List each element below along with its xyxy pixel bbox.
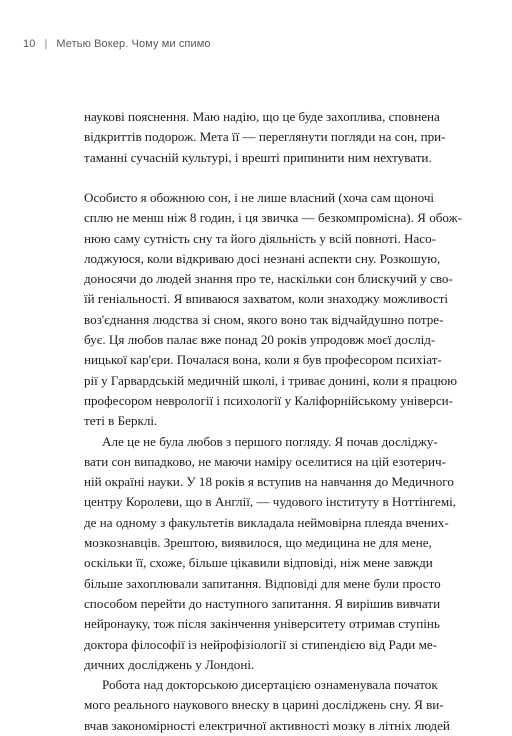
text-line: мозкознавців. Зрештою, виявилося, що медицина не для мене, bbox=[84, 535, 432, 551]
text-line: відкриттів подорож. Мета її — переглянути погляди на сон, при- bbox=[84, 129, 446, 145]
text-line: мого реального наукового внеску в царині досліджень сну. Я ви- bbox=[84, 697, 444, 713]
text-line: теті в Берклі. bbox=[84, 413, 158, 429]
text-line: Робота над докторською дисертацією ознаменувала початок bbox=[102, 677, 438, 693]
text-line: ній окраїні науки. У 18 років я вступив на навчання до Медичного bbox=[84, 474, 454, 490]
text-line: їй геніальності. Я впиваюся захватом, коли знаходжу можливості bbox=[84, 291, 449, 307]
text-line: Але це не була любов з першого погляду. Я почав досліджу- bbox=[102, 433, 438, 449]
text-line: Особисто я обожнюю сон, і не лише власний (хоча сам щоночі bbox=[84, 190, 435, 205]
text-line: нюю саму сутність сну та його діяльність у всій повноті. Насо- bbox=[84, 230, 437, 246]
text-line: таманні сучасній культурі, і врешті припинити ним нехтувати. bbox=[84, 149, 432, 165]
text-line: центру Королеви, що в Англії, — чудового інституту в Ноттінгемі, bbox=[84, 494, 457, 510]
text-line: способом перейти до наступного запитання. Я вирішив вивчати bbox=[84, 595, 441, 611]
text-line: лоджуюся, коли відкриваю досі незнані аспекти сну. Розкошую, bbox=[84, 250, 441, 266]
paragraph-1 bbox=[84, 107, 446, 168]
page-number: 10 bbox=[23, 38, 36, 50]
text-block-top bbox=[84, 107, 446, 168]
text-line: доктора філософії із нейрофізіології зі стипендією від Ради ме- bbox=[84, 636, 438, 652]
text-line: рії у Гарвардській медичній школі, і триває донині, коли я працюю bbox=[84, 372, 458, 388]
text-line: сплю не менш ніж 8 годин, і ця звичка — безкомпромісна). Я обож- bbox=[84, 210, 463, 226]
header-separator: | bbox=[44, 38, 48, 50]
text-line: воз'єднання людства зі сном, якого воно так відчайдушно потре- bbox=[84, 311, 444, 327]
text-line: ницької кар'єри. Почалася вона, коли я був професором психіат- bbox=[84, 352, 442, 368]
text-line: доносячи до людей знання про те, наскільки сон блискучий у сво- bbox=[84, 271, 453, 287]
text-line: нейронауку, тож після закінчення університету отримав ступінь bbox=[84, 616, 440, 632]
running-header bbox=[23, 38, 211, 50]
text-line: оскільки її, схоже, більше цікавили відповіді, ніж мене завжди bbox=[84, 555, 433, 571]
text-line: вати сон випадково, не маючи наміру оселитися на цій езотерич- bbox=[84, 453, 446, 469]
text-line: бує. Ця любов палає вже понад 20 років упродовж моєї дослід- bbox=[84, 332, 436, 348]
text-line: наукові пояснення. Маю надію, що це буде захоплива, сповнена bbox=[84, 109, 440, 124]
text-line: професором неврології і психології у Каліфорнійському універси- bbox=[84, 392, 453, 408]
text-block-main bbox=[84, 188, 463, 736]
running-title: Метью Вокер. Чому ми спимо bbox=[56, 38, 211, 50]
text-line: вчав закономірності електричної активності мозку в літніх людей bbox=[84, 717, 450, 733]
text-line: де на одному з факультетів викладала неймовірна плеяда вчених- bbox=[84, 514, 449, 530]
text-line: більше захоплювали запитання. Відповіді для мене були просто bbox=[84, 575, 441, 591]
text-line: дичних досліджень у Лондоні. bbox=[84, 656, 255, 672]
paragraph-3 bbox=[84, 432, 457, 676]
paragraph-2 bbox=[84, 188, 463, 432]
